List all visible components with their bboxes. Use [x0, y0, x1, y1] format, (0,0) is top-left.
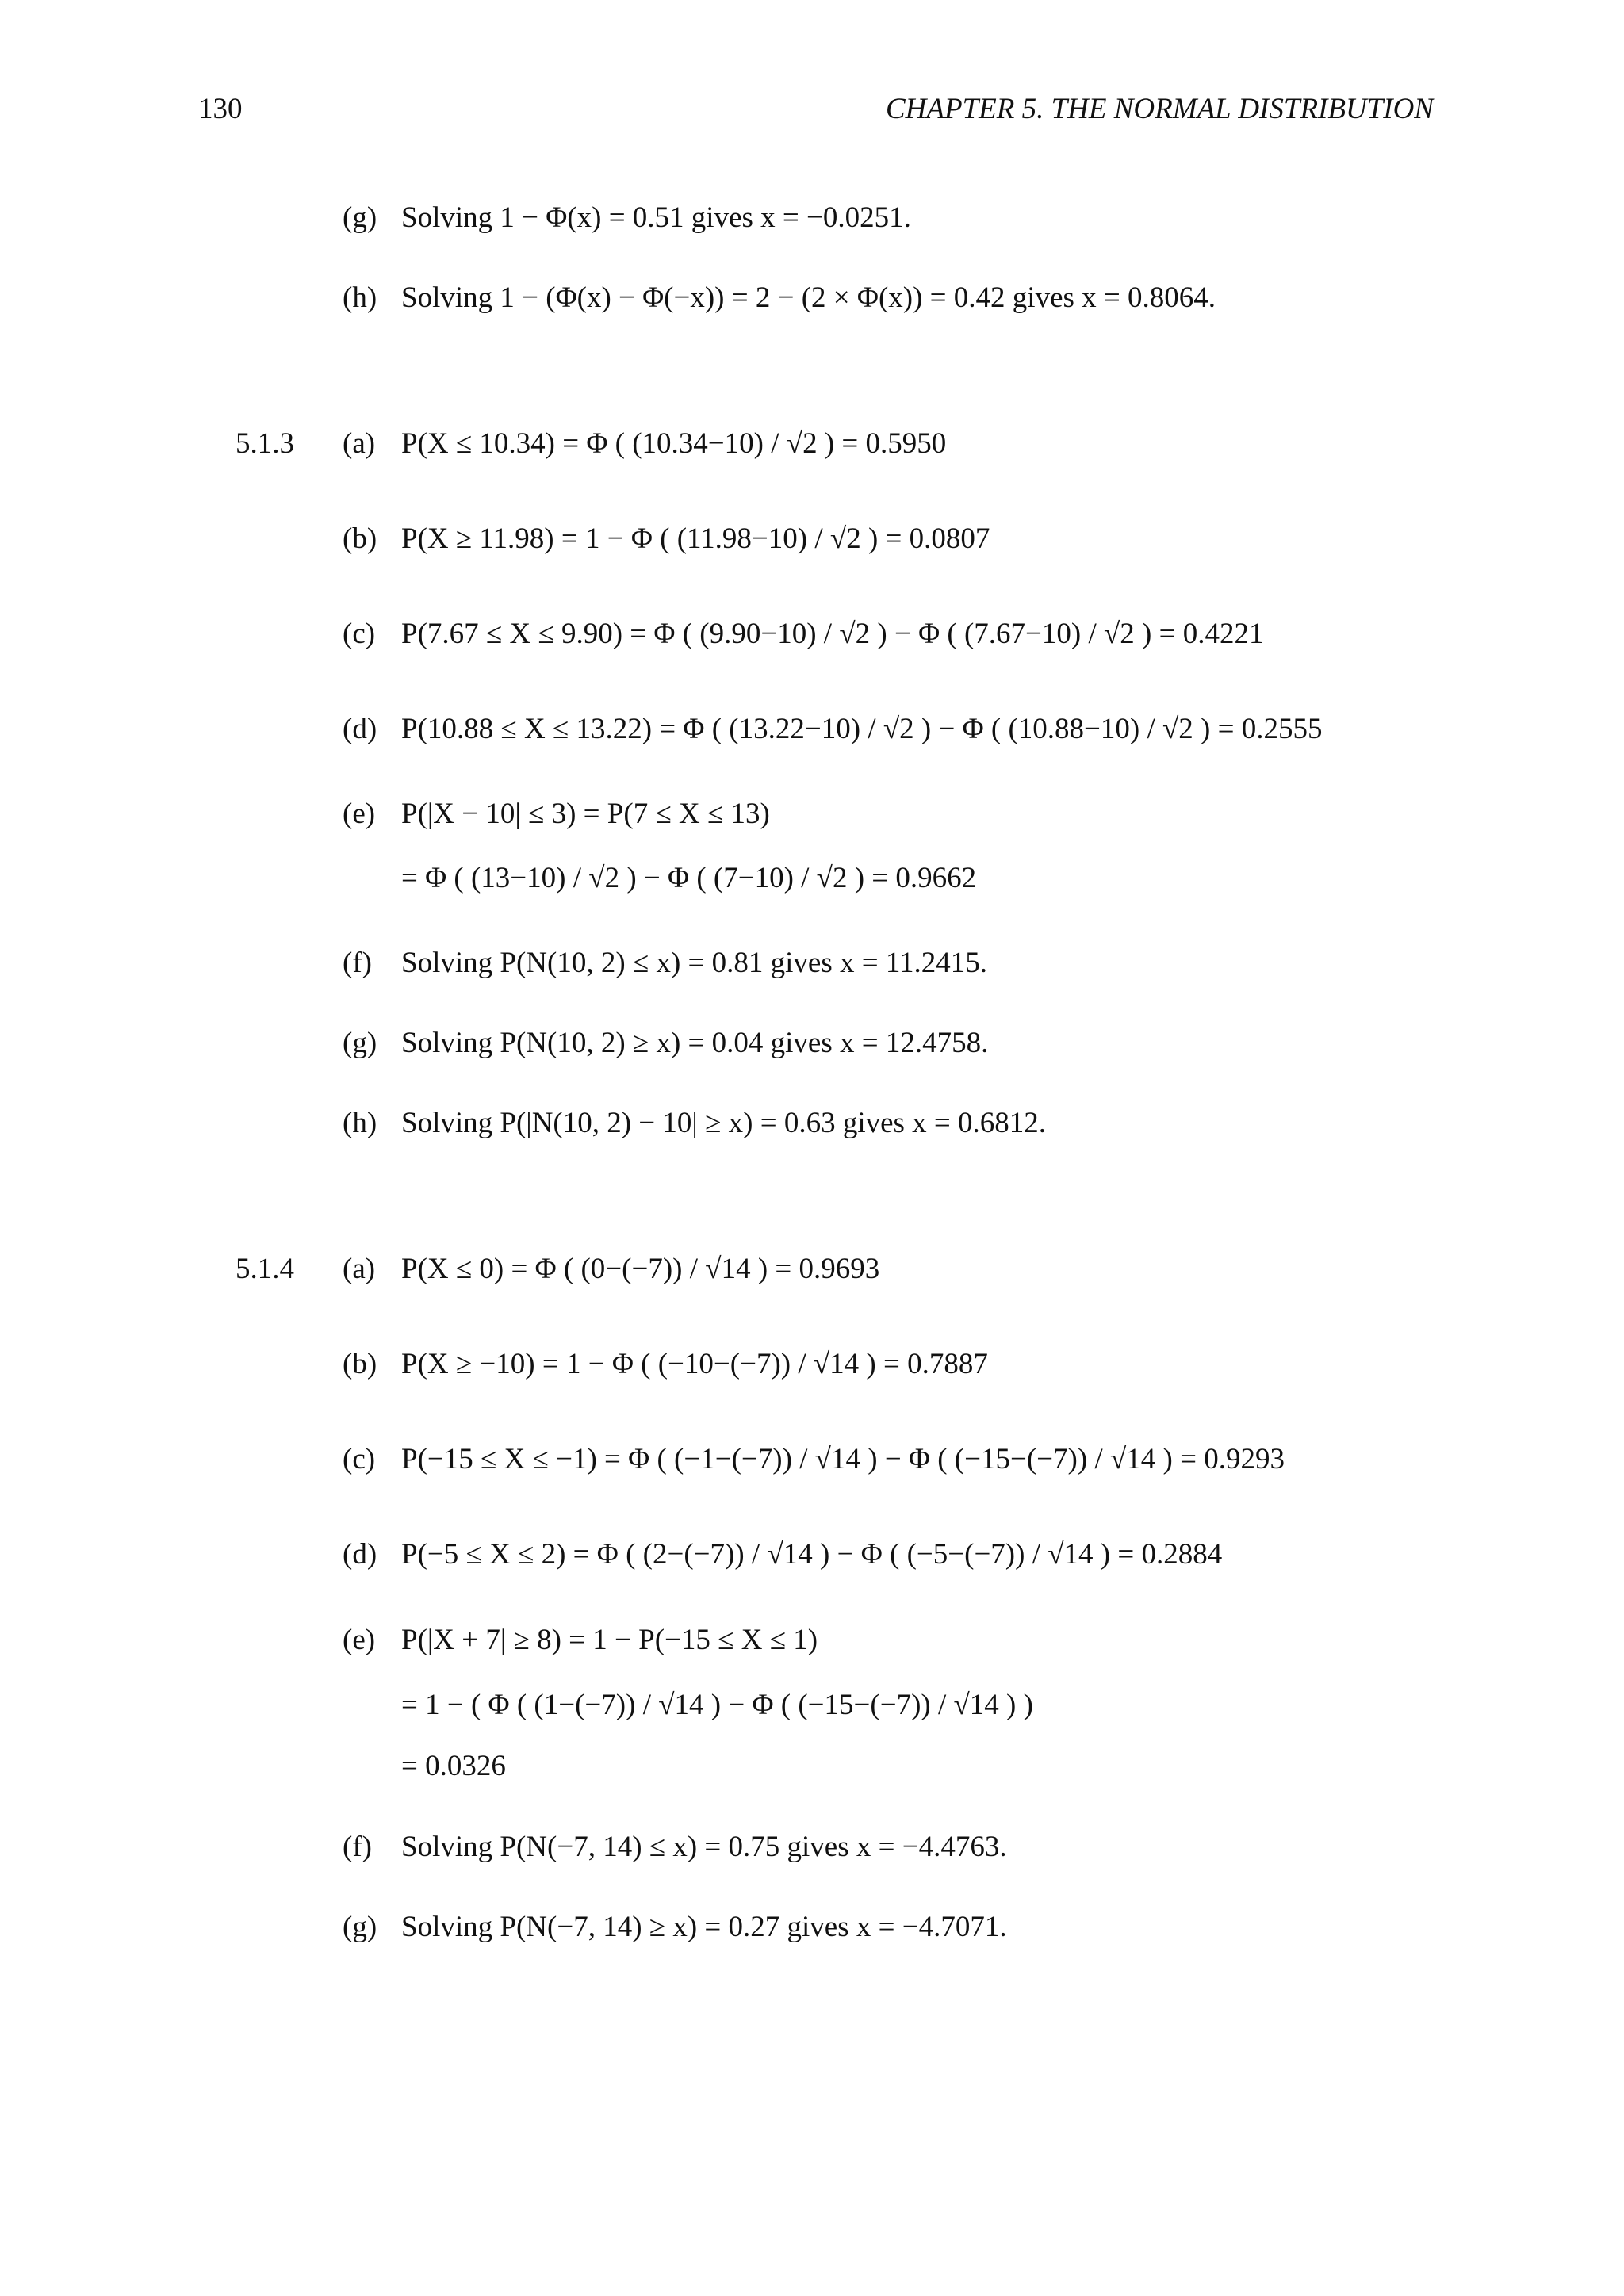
item-text: Solving P(N(10, 2) ≥ x) = 0.04 gives x = 12.4758. [401, 1027, 989, 1059]
item-text: P(X ≤ 10.34) = Φ ( (10.34−10) / √2 ) = 0.5950 [401, 427, 947, 460]
item-text: Solving P(N(−7, 14) ≤ x) = 0.75 gives x = −4.4763. [401, 1831, 1007, 1863]
item-text: P(X ≤ 0) = Φ ( (0−(−7)) / √14 ) = 0.9693 [401, 1253, 880, 1285]
running-header [198, 89, 1434, 130]
continuation-text: = 0.0326 [401, 1750, 506, 1782]
item-label: (e) [343, 798, 376, 830]
item-text: P(X ≥ −10) = 1 − Φ ( (−10−(−7)) / √14 ) = 0.7887 [401, 1348, 988, 1380]
item-label: (g) [343, 201, 377, 234]
item-text: Solving 1 − Φ(x) = 0.51 gives x = −0.0251. [401, 201, 911, 234]
item-text: P(−5 ≤ X ≤ 2) = Φ ( (2−(−7)) / √14 ) − Φ ( (−5−(−7)) / √14 ) = 0.2884 [401, 1538, 1223, 1571]
item-label: (h) [343, 281, 377, 314]
item-text: P(|X + 7| ≥ 8) = 1 − P(−15 ≤ X ≤ 1) [401, 1624, 818, 1656]
continuation-text: = Φ ( (13−10) / √2 ) − Φ ( (7−10) / √2 ) = 0.9662 [401, 862, 977, 894]
item-label: (c) [343, 618, 376, 650]
item-text: Solving 1 − (Φ(x) − Φ(−x)) = 2 − (2 × Φ(x)) = 0.42 gives x = 0.8064. [401, 281, 1216, 314]
item-text: P(10.88 ≤ X ≤ 13.22) = Φ ( (13.22−10) / √2 ) − Φ ( (10.88−10) / √2 ) = 0.2555 [401, 713, 1323, 745]
item-label: (c) [343, 1443, 376, 1475]
item-label: (a) [343, 427, 376, 460]
item-text: P(7.67 ≤ X ≤ 9.90) = Φ ( (9.90−10) / √2 ) − Φ ( (7.67−10) / √2 ) = 0.4221 [401, 618, 1264, 650]
item-label: (f) [343, 947, 372, 979]
section-number: 5.1.3 [236, 427, 294, 460]
item-text: Solving P(|N(10, 2) − 10| ≥ x) = 0.63 gives x = 0.6812. [401, 1107, 1047, 1139]
item-text: Solving P(N(10, 2) ≤ x) = 0.81 gives x = 11.2415. [401, 947, 987, 979]
section-number: 5.1.4 [236, 1253, 294, 1285]
item-label: (b) [343, 522, 377, 555]
item-text: P(|X − 10| ≤ 3) = P(7 ≤ X ≤ 13) [401, 798, 770, 830]
item-text: P(X ≥ 11.98) = 1 − Φ ( (11.98−10) / √2 ) = 0.0807 [401, 522, 990, 555]
item-label: (h) [343, 1107, 377, 1139]
item-label: (f) [343, 1831, 372, 1863]
item-label: (e) [343, 1624, 376, 1656]
item-label: (d) [343, 1538, 377, 1571]
item-label: (g) [343, 1911, 377, 1943]
item-label: (a) [343, 1253, 376, 1285]
item-label: (g) [343, 1027, 377, 1059]
page-number: 130 [198, 93, 243, 125]
item-label: (d) [343, 713, 377, 745]
item-text: Solving P(N(−7, 14) ≥ x) = 0.27 gives x = −4.7071. [401, 1911, 1007, 1943]
item-text: P(−15 ≤ X ≤ −1) = Φ ( (−1−(−7)) / √14 ) − Φ ( (−15−(−7)) / √14 ) = 0.9293 [401, 1443, 1285, 1475]
chapter-title: CHAPTER 5. THE NORMAL DISTRIBUTION [885, 93, 1434, 125]
item-label: (b) [343, 1348, 377, 1380]
continuation-text: = 1 − ( Φ ( (1−(−7)) / √14 ) − Φ ( (−15−(−7)) / √14 ) ) [401, 1689, 1033, 1721]
